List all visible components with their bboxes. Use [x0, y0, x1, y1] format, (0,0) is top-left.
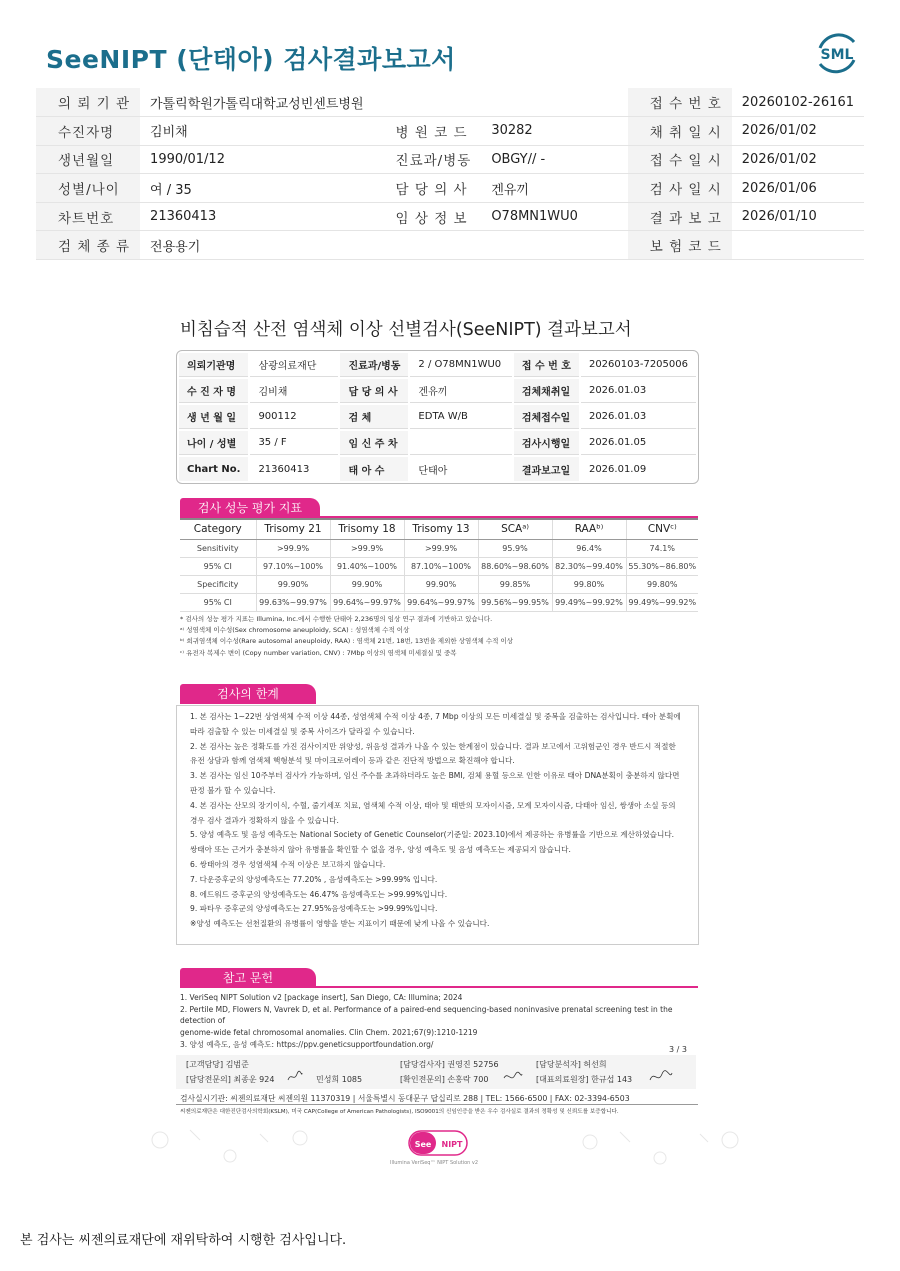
header-value: 2026/01/06: [732, 174, 864, 203]
perf-cell: 99.64%~99.97%: [330, 593, 404, 611]
info-row: [179, 405, 696, 429]
report-info-table: [176, 350, 699, 484]
limit-item: 5. 양성 예측도 및 음성 예측도는 National Society of Genetic Counselor(기준일: 2023.10)에서 제공하는 유병률을 기반으로 계산하였습니다.: [190, 830, 675, 840]
perf-cell: 91.40%~100%: [330, 557, 404, 575]
reference-item: 1. VeriSeq NIPT Solution v2 [package insert], San Diego, CA: Illumina; 2024: [180, 993, 463, 1002]
perf-cell: Sensitivity: [180, 539, 256, 557]
header-label: 의 뢰 기 관: [36, 88, 140, 117]
header-value: 가톨릭학원가톨릭대학교성빈센트병원: [140, 88, 374, 117]
info-row: [179, 353, 696, 377]
limit-item: 판정 불가 할 수 있습니다.: [190, 785, 276, 795]
header-value: [481, 231, 627, 260]
perf-cell: 99.64%~99.97%: [404, 593, 478, 611]
info-value: 김비채: [250, 379, 338, 403]
perf-header-cell: Trisomy 21: [256, 519, 330, 539]
limit-item: 유전 상담과 함께 염색체 핵형분석 및 마이크로어레이 등과 같은 진단적 방법으로 확진해야 합니다.: [190, 756, 515, 766]
info-row: [179, 431, 696, 455]
perf-cell: 74.1%: [626, 539, 698, 557]
ref-section-line: [180, 986, 698, 988]
perf-cell: 99.80%: [626, 575, 698, 593]
reference-item: 3. 양성 예측도, 음성 예측도: https://ppv.geneticsupportfoundation.org/: [180, 1039, 434, 1049]
header-label: 검 사 일 시: [628, 174, 732, 203]
perf-cell: 82.30%~99.40%: [552, 557, 626, 575]
info-value: 삼광의료재단: [250, 353, 338, 377]
institution-info: 검사실시기관: 씨젠의료재단 씨젠의원 11370319 | 서울특별시 동대문구 답십리로 288 | TEL: 1566-6500 | FAX: 02-3394-6503: [180, 1094, 630, 1103]
signer-specialist: [담당전문의] 최종운 924: [186, 1075, 275, 1084]
limit-item: 7. 다운증후군의 양성예측도는 77.20% , 음성예측도는 >99.99% 입니다.: [190, 874, 438, 884]
performance-table: [180, 518, 698, 612]
certification-text: 씨젠의료재단은 대한진단검사의학회(KSLM), 미국 CAP(College of American Pathologists), ISO9001의 신임인증을 받은 우수 검사실로 결과의 정확성 및 신뢰도를 보증합니다.: [180, 1109, 619, 1115]
header-label: 성별/나이: [36, 174, 140, 203]
perf-note: * 검사의 성능 평가 지표는 Illumina, Inc.에서 수행한 단태아 2,236명의 임상 연구 결과에 기반하고 있습니다.: [180, 615, 493, 623]
perf-note: ᵇ⁾ 희귀염색체 이수성(Rare autosomal aneuploidy, RAA) : 염색체 21번, 18번, 13번을 제외한 상염색체 수적 이상: [180, 637, 514, 646]
header-label: 접 수 번 호: [628, 88, 732, 117]
perf-cell: >99.9%: [256, 539, 330, 557]
header-row: [36, 117, 864, 146]
info-value: 20260103-7205006: [581, 353, 696, 377]
info-label: 검체채취일: [514, 379, 579, 403]
perf-row: [180, 557, 698, 575]
info-value: 2026.01.03: [581, 405, 696, 429]
info-value: 2026.01.03: [581, 379, 696, 403]
ref-section-tag: 참고 문헌: [180, 968, 316, 988]
header-label: 임 상 정 보: [374, 202, 482, 231]
perf-cell: 99.49%~99.92%: [626, 593, 698, 611]
svg-text:See: See: [414, 1140, 432, 1149]
perf-cell: 95% CI: [180, 557, 256, 575]
header-value: 2026/01/02: [732, 145, 864, 174]
reference-list: [180, 992, 700, 1051]
signature-mark: [648, 1070, 674, 1084]
info-value: [410, 431, 511, 455]
svg-text:SML: SML: [820, 47, 854, 63]
perf-cell: 99.49%~99.92%: [552, 593, 626, 611]
header-value: 겐유끼: [481, 174, 627, 203]
perf-section-tag: 검사 성능 평가 지표: [180, 498, 320, 518]
info-label: 태 아 수: [340, 457, 408, 481]
signer-tester: [담당검사자] 권영진 52756: [400, 1060, 499, 1069]
header-label: 채 취 일 시: [628, 117, 732, 146]
perf-cell: 99.85%: [478, 575, 552, 593]
limit-item: 1. 본 검사는 1~22번 상염색체 수적 이상 44종, 성염색체 수적 이상 4종, 7 Mbp 이상의 모든 미세결실 및 중복을 검출하는 검사입니다. 태아 분획에: [190, 712, 681, 721]
perf-cell: 99.90%: [256, 575, 330, 593]
header-value: 2026/01/10: [732, 202, 864, 231]
limit-item: 3. 본 검사는 임신 10주부터 검사가 가능하며, 임신 주수를 초과하더라도 높은 BMI, 검체 용혈 등으로 인한 이유로 태아 DNA분획이 충분하지 않다면: [190, 771, 680, 781]
info-label: 결과보고일: [514, 457, 579, 481]
patient-header-table: [36, 88, 864, 260]
page-title: SeeNIPT (단태아) 검사결과보고서: [46, 45, 456, 74]
limit-item: 쌍태아 또는 근거가 충분하지 않아 유병률을 확인할 수 없을 경우, 양성 예측도 및 음성 예측도는 제공되지 않습니다.: [190, 845, 571, 855]
info-value: 35 / F: [250, 431, 338, 455]
info-value: 900112: [250, 405, 338, 429]
header-label: 보 험 코 드: [628, 231, 732, 260]
perf-cell: 95.9%: [478, 539, 552, 557]
header-label: 진료과/병동: [374, 145, 482, 174]
header-label: 접 수 일 시: [628, 145, 732, 174]
limit-item: 4. 본 검사는 산모의 장기이식, 수혈, 줄기세포 치료, 염색체 수적 이상, 태아 및 태반의 모자이시즘, 모계 모자이시즘, 다태아 임신, 쌍생아 소실 등의: [190, 800, 676, 810]
header-value: 30282: [481, 117, 627, 146]
header-value: 전용용기: [140, 231, 374, 260]
header-value: 여 / 35: [140, 174, 374, 203]
limit-item: 따라 검출할 수 있는 미세결실 및 중복 사이즈가 달라질 수 있습니다.: [190, 726, 415, 736]
perf-header-cell: Trisomy 18: [330, 519, 404, 539]
perf-cell: 99.63%~99.97%: [256, 593, 330, 611]
perf-cell: 99.90%: [330, 575, 404, 593]
info-label: 검 체: [340, 405, 408, 429]
reference-item: genome-wide fetal chromosomal anomalies. Clin Chem. 2021;67(9):1210-1219: [180, 1028, 478, 1038]
signer-analyst: [담당분석자] 허선희: [536, 1060, 607, 1069]
signer-specialist-2: 민성희 1085: [316, 1075, 363, 1084]
header-label: 검 체 종 류: [36, 231, 140, 260]
signature-mark: [502, 1070, 524, 1084]
info-value: EDTA W/B: [410, 405, 511, 429]
limit-item: 9. 파타우 증후군의 양성예측도는 27.95%음성예측도는 >99.99%입니다.: [190, 904, 438, 914]
info-value: 2 / O78MN1WU0: [410, 353, 511, 377]
limit-section-tag: 검사의 한계: [180, 684, 316, 704]
svg-text:NIPT: NIPT: [441, 1140, 463, 1149]
info-label: 진료과/병동: [340, 353, 408, 377]
info-value: 2026.01.05: [581, 431, 696, 455]
header-label: [374, 88, 482, 117]
header-label: 수진자명: [36, 117, 140, 146]
institution-divider: [176, 1104, 698, 1105]
perf-cell: >99.9%: [404, 539, 478, 557]
perf-cell: >99.9%: [330, 539, 404, 557]
header-value: 1990/01/12: [140, 145, 374, 174]
info-value: 단태아: [418, 465, 448, 477]
header-value: O78MN1WU0: [481, 202, 627, 231]
limit-item: 8. 에드워드 증후군의 양성예측도는 46.47% 음성예측도는 >99.99%입니다.: [190, 889, 448, 899]
perf-cell: 55.30%~86.80%: [626, 557, 698, 575]
perf-cell: 95% CI: [180, 593, 256, 611]
header-row: [36, 202, 864, 231]
header-value: 2026/01/02: [732, 117, 864, 146]
perf-header-cell: SCAᵃ⁾: [478, 519, 552, 539]
info-label: 생 년 월 일: [179, 405, 248, 429]
header-row: [36, 145, 864, 174]
page-number: 3 / 3: [669, 1045, 687, 1054]
seenipt-brand-logo: [408, 1130, 468, 1156]
info-label: 검사시행일: [514, 431, 579, 455]
info-label: 임 신 주 차: [340, 431, 408, 455]
header-row: [36, 174, 864, 203]
info-label: Chart No.: [179, 457, 248, 481]
info-value: 21360413: [258, 463, 310, 475]
report-image: [176, 312, 704, 1172]
info-label: 검체접수일: [514, 405, 579, 429]
perf-cell: Specificity: [180, 575, 256, 593]
header-value: 20260102-26161: [732, 88, 864, 117]
header-label: 차트번호: [36, 202, 140, 231]
perf-cell: 96.4%: [552, 539, 626, 557]
brand-subtitle: Illumina VeriSeq™ NIPT Solution v2: [390, 1160, 479, 1166]
limit-item: 6. 쌍태아의 경우 성염색체 수적 이상은 보고하지 않습니다.: [190, 859, 386, 869]
limit-list: [190, 710, 698, 932]
header-label: 결 과 보 고: [628, 202, 732, 231]
info-row: [179, 379, 696, 403]
perf-cell: 87.10%~100%: [404, 557, 478, 575]
info-row: [179, 457, 696, 481]
header-value: [481, 88, 627, 117]
perf-row: [180, 539, 698, 557]
header-row: [36, 88, 864, 117]
perf-header-cell: Category: [180, 519, 256, 539]
signer-customer: [고객담당] 김범준: [186, 1060, 249, 1069]
perf-row: [180, 575, 698, 593]
header-value: OBGY// -: [481, 145, 627, 174]
info-value: 2026.01.09: [588, 463, 647, 475]
perf-cell: 97.10%~100%: [256, 557, 330, 575]
perf-note: ᵃ⁾ 성염색체 이수성(Sex chromosome aneuploidy, SCA) : 성염색체 수적 이상: [180, 626, 410, 635]
report-title: 비침습적 산전 염색체 이상 선별검사(SeeNIPT) 결과보고서: [180, 320, 632, 340]
info-label: 담 당 의 사: [340, 379, 408, 403]
header-label: [374, 231, 482, 260]
header-label: 병 원 코 드: [374, 117, 482, 146]
signer-confirm: [확인전문의] 손홍락 700: [400, 1075, 489, 1084]
limit-item: 2. 본 검사는 높은 정확도를 가진 검사이지만 위양성, 위음성 결과가 나올 수 있는 한계점이 있습니다. 결과 보고에서 고위험군인 경우 반드시 적절한: [190, 741, 676, 751]
perf-header-cell: RAAᵇ⁾: [552, 519, 626, 539]
signer-director: [대표의료원장] 한규섭 143: [536, 1075, 633, 1084]
info-label: 수 진 자 명: [179, 379, 248, 403]
perf-header-cell: CNVᶜ⁾: [626, 519, 698, 539]
header-value: [732, 231, 864, 260]
footer-note: 본 검사는 씨젠의료재단에 재위탁하여 시행한 검사입니다.: [20, 1233, 347, 1248]
header-label: 담 당 의 사: [374, 174, 482, 203]
header-value: 김비채: [140, 117, 374, 146]
header-label: 생년월일: [36, 145, 140, 174]
signature-mark: [286, 1070, 304, 1084]
info-label: 접 수 번 호: [514, 353, 579, 377]
header-row: [36, 231, 864, 260]
limit-item: 경우 검사 결과가 정확하지 않을 수 있습니다.: [190, 815, 339, 825]
perf-cell: 99.90%: [404, 575, 478, 593]
info-label: 나이 / 성별: [179, 431, 248, 455]
sml-logo: [812, 30, 862, 76]
perf-cell: 88.60%~98.60%: [478, 557, 552, 575]
reference-item: 2. Pertile MD, Flowers N, Vavrek D, et al. Performance of a paired-end sequencing-based noninvasive prenatal screening test in the detection of: [180, 1004, 673, 1026]
info-value: 겐유끼: [410, 379, 511, 403]
info-label: 의뢰기관명: [179, 353, 248, 377]
performance-notes: [180, 614, 700, 659]
perf-header-cell: Trisomy 13: [404, 519, 478, 539]
perf-cell: 99.80%: [552, 575, 626, 593]
header-value: 21360413: [140, 202, 374, 231]
perf-row: [180, 593, 698, 611]
perf-note: ᶜ⁾ 유전자 복제수 변이 (Copy number variation, CNV) : 7Mbp 이상의 염색체 미세결실 및 중복: [180, 648, 457, 657]
perf-cell: 99.56%~99.95%: [478, 593, 552, 611]
limit-item: ※양성 예측도는 선천질환의 유병률이 영향을 받는 지표이기 때문에 낮게 나올 수 있습니다.: [190, 919, 490, 929]
